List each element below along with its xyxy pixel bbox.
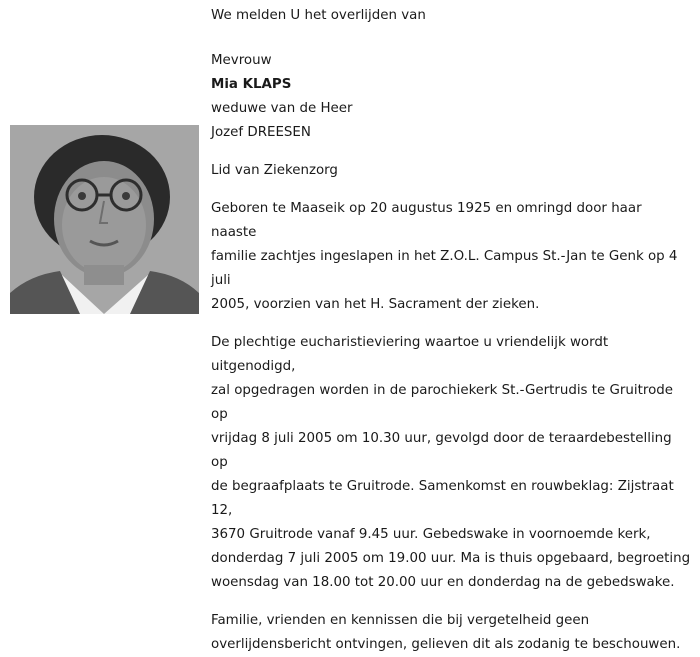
membership-line: Lid van Ziekenzorg bbox=[211, 163, 338, 178]
closing-line: Familie, vrienden en kennissen die bij vergetelheid geen bbox=[211, 613, 590, 628]
ceremony-line: vrijdag 8 juli 2005 om 10.30 uur, gevolgd door de teraardebestelling op bbox=[211, 431, 672, 470]
ceremony-line: zal opgedragen worden in de parochiekerk St.-Gertrudis te Gruitrode op bbox=[211, 383, 674, 422]
obituary-text bbox=[211, 4, 691, 657]
ceremony-line: de begraafplaats te Gruitrode. Samenkomst en rouwbeklag: Zijstraat 12, bbox=[211, 479, 674, 518]
ceremony-line: 3670 Gruitrode vanaf 9.45 uur. Gebedswake in voornoemde kerk, bbox=[211, 527, 651, 542]
portrait-photo bbox=[10, 125, 199, 314]
ceremony-line: donderdag 7 juli 2005 om 19.00 uur. Ma is thuis opgebaard, begroeting bbox=[211, 551, 691, 566]
birth-line: 2005, voorzien van het H. Sacrament der zieken. bbox=[211, 297, 540, 312]
spouse-name: Jozef DREESEN bbox=[211, 125, 311, 140]
birth-line: Geboren te Maaseik op 20 augustus 1925 en omringd door haar naaste bbox=[211, 201, 642, 240]
relation-line: weduwe van de Heer bbox=[211, 101, 353, 116]
deceased-name: Mia KLAPS bbox=[211, 77, 292, 92]
closing-line: overlijdensbericht ontvingen, gelieven dit als zodanig te beschouwen. bbox=[211, 637, 681, 652]
intro-line: We melden U het overlijden van bbox=[211, 8, 426, 23]
title-line: Mevrouw bbox=[211, 53, 272, 68]
ceremony-line: woensdag van 18.00 tot 20.00 uur en donderdag na de gebedswake. bbox=[211, 575, 675, 590]
birth-line: familie zachtjes ingeslapen in het Z.O.L. Campus St.-Jan te Genk op 4 juli bbox=[211, 249, 678, 288]
ceremony-line: De plechtige eucharistieviering waartoe u vriendelijk wordt uitgenodigd, bbox=[211, 335, 609, 374]
